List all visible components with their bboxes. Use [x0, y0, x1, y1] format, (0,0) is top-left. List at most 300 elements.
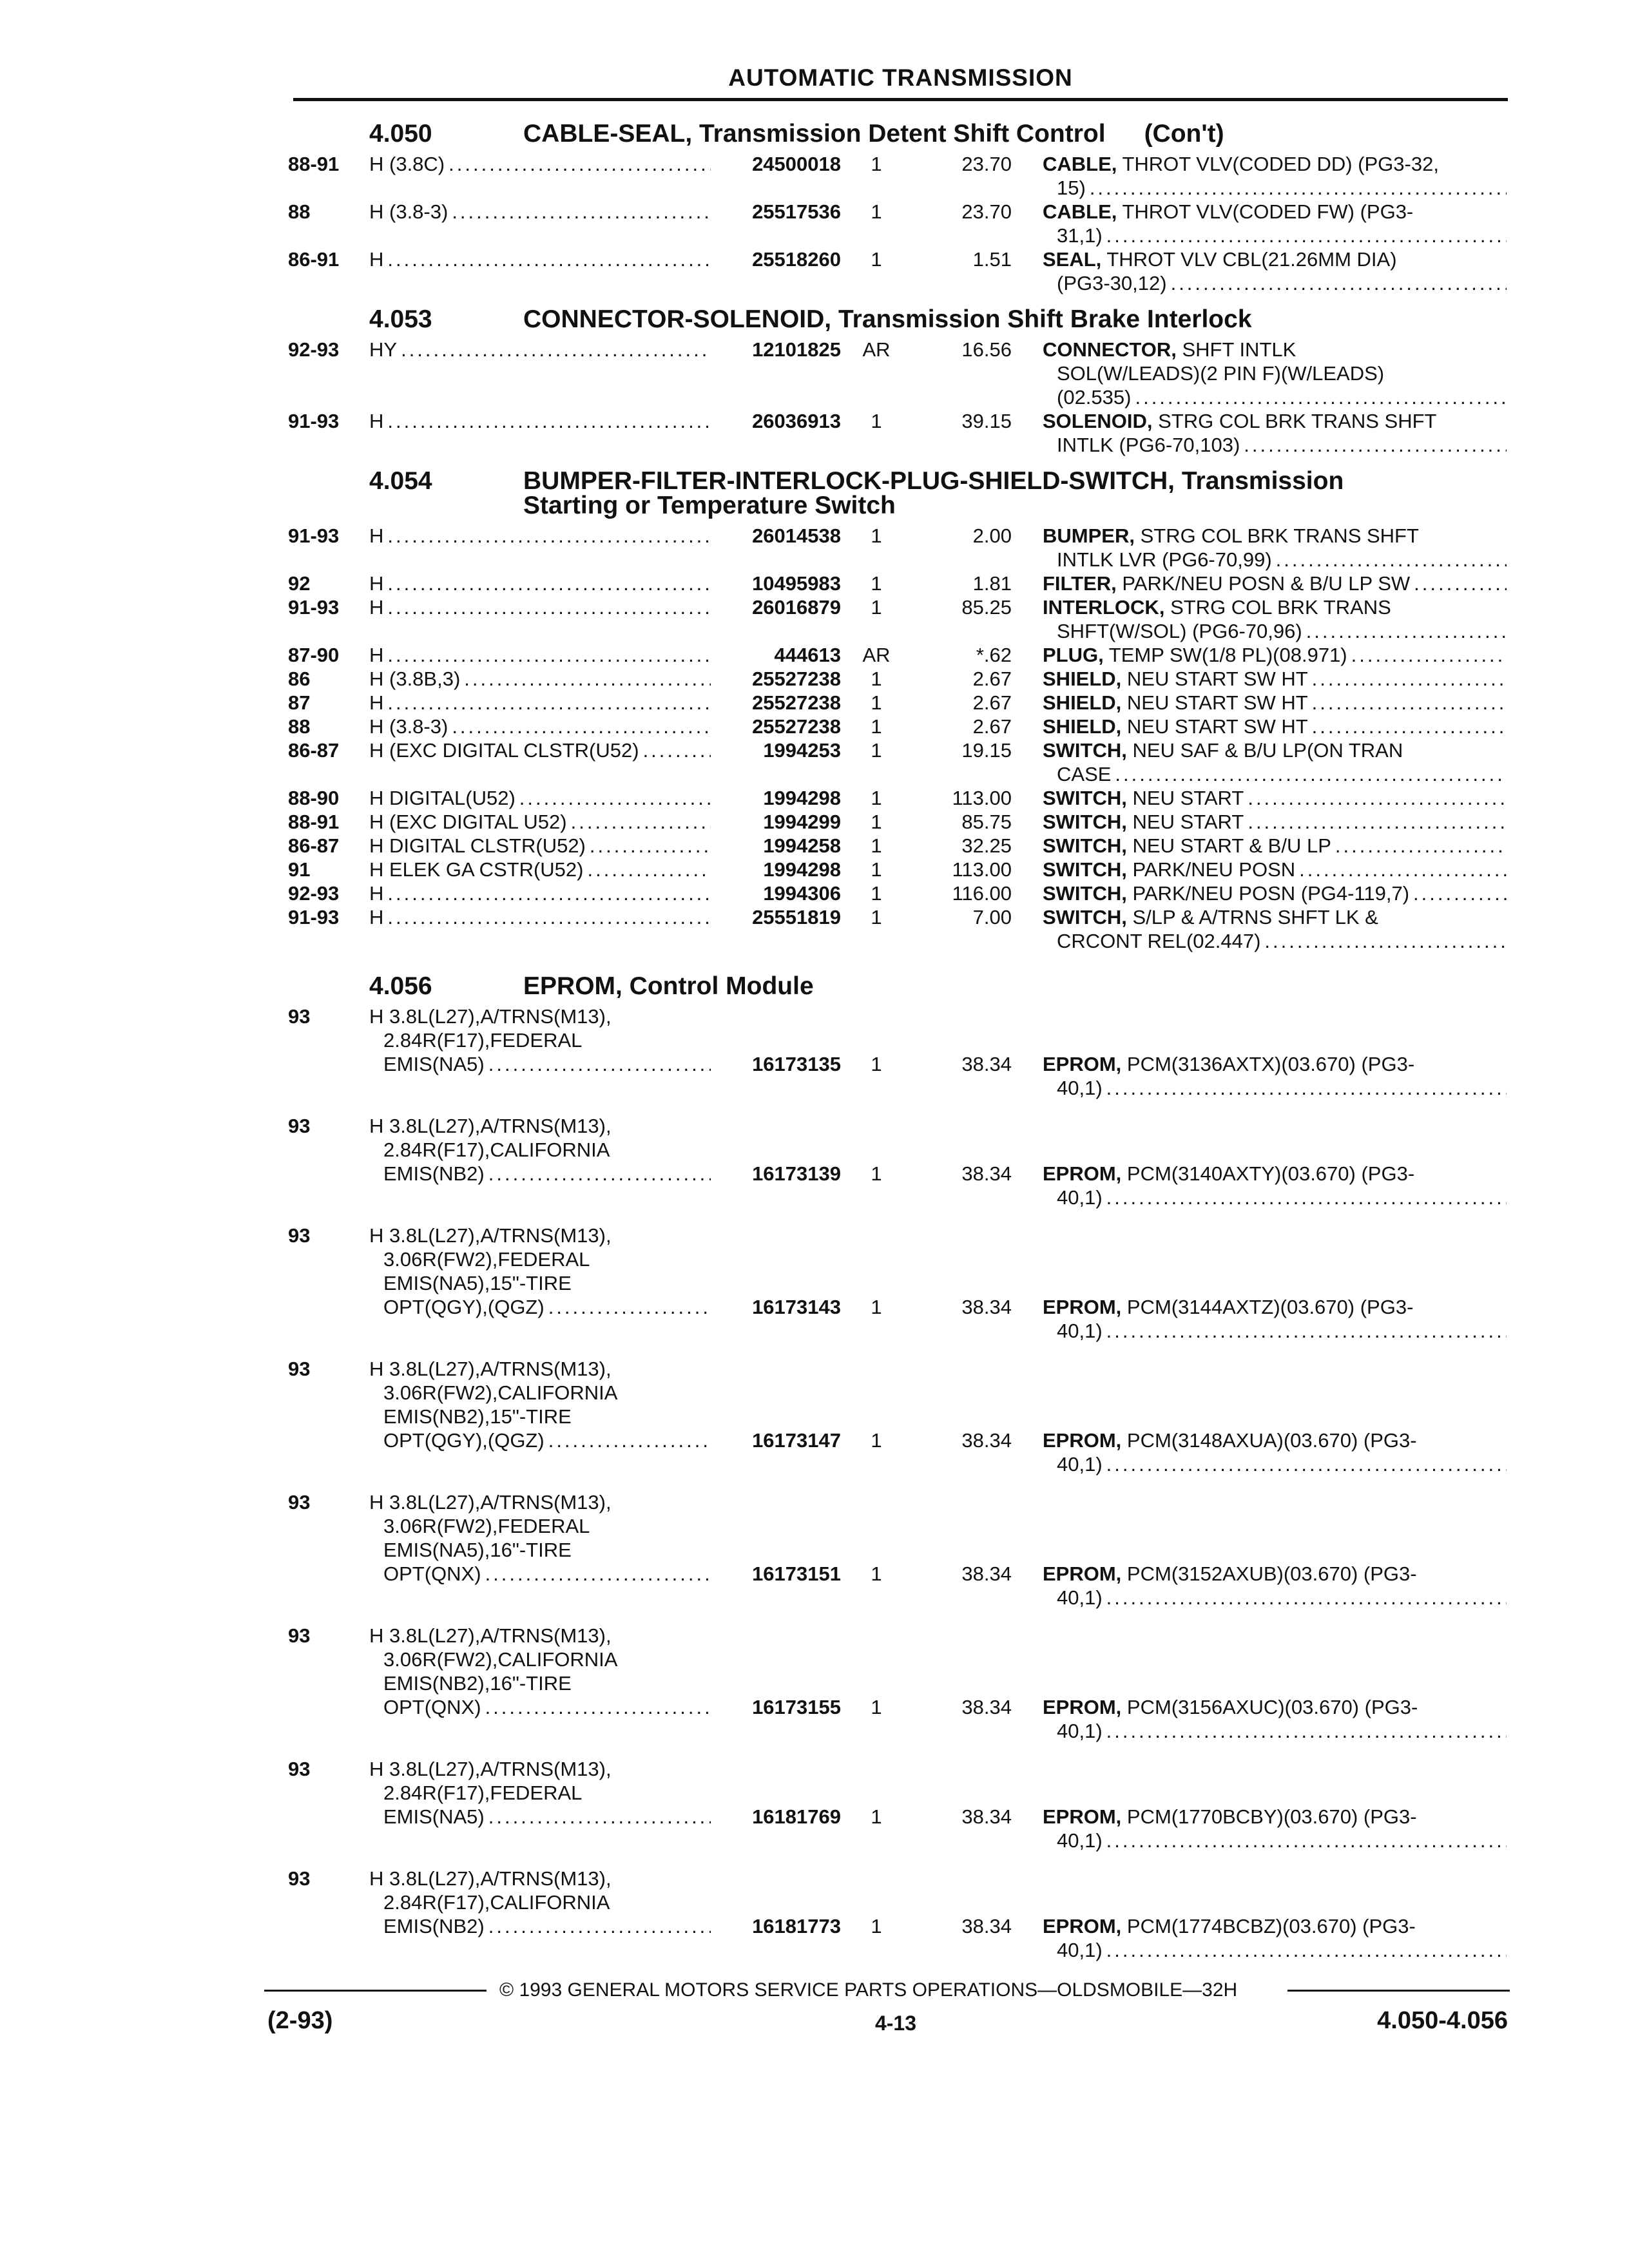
application-line: [369, 572, 711, 595]
part-number: 16173135: [752, 1053, 841, 1075]
parts-row: [0, 881, 1629, 905]
application-text: H (3.8-3): [369, 200, 448, 223]
dot-leader: [448, 152, 711, 176]
description-first-line: [1043, 338, 1300, 361]
parts-row: [0, 152, 1629, 200]
dot-leader: [387, 247, 711, 271]
price: 116.00: [952, 882, 1012, 905]
part-number: 16181773: [752, 1915, 841, 1937]
section-title: [523, 305, 1252, 334]
dot-leader: [387, 524, 711, 548]
parts-row: [0, 247, 1629, 295]
application: [369, 858, 711, 881]
item-name: CABLE,: [1043, 200, 1117, 223]
application: [369, 738, 711, 762]
application-text: EMIS(NB2),16"-TIRE: [383, 1672, 572, 1695]
description-first-line: [1043, 152, 1443, 176]
description-line: [1043, 433, 1507, 457]
item-name: SWITCH,: [1043, 739, 1127, 762]
application-line: [369, 1381, 711, 1405]
item-detail: 31,1): [1057, 224, 1103, 247]
item-detail: PCM(3152AXUB)(03.670) (PG3-: [1126, 1562, 1417, 1585]
description-line: [1043, 572, 1507, 595]
item-detail: SOL(W/LEADS)(2 PIN F)(W/LEADS): [1057, 362, 1385, 385]
application-line: [369, 786, 711, 810]
description: [1043, 786, 1507, 810]
application: [369, 338, 711, 361]
quantity: 1: [871, 787, 882, 809]
footer-date-code: (2-93): [267, 2007, 333, 2034]
part-number: 1994298: [763, 858, 841, 881]
part-number: 25517536: [752, 200, 841, 223]
price: 38.34: [961, 1562, 1012, 1585]
description: [1043, 691, 1507, 715]
description-line: [1043, 1162, 1507, 1186]
application-line: [369, 643, 711, 667]
footer-copyright: © 1993 GENERAL MOTORS SERVICE PARTS OPERATIONS—OLDSMOBILE—32H: [499, 1979, 1238, 2001]
part-number: 16173139: [752, 1162, 841, 1185]
application-text: EMIS(NA5): [383, 1805, 485, 1828]
section-heading: [0, 305, 1629, 338]
quantity: 1: [871, 410, 882, 432]
model-years: 86-87: [288, 739, 340, 762]
application-line: [369, 1247, 711, 1271]
item-detail: STRG COL BRK TRANS SHFT: [1158, 410, 1437, 432]
item-name: EPROM,: [1043, 1296, 1122, 1318]
item-detail: 40,1): [1057, 1829, 1103, 1852]
model-years: 88: [288, 200, 311, 223]
application-line: [369, 1295, 711, 1319]
item-detail: SHFT INTLK: [1182, 338, 1296, 361]
application: [369, 1757, 711, 1829]
dot-leader: [1312, 691, 1507, 715]
application-text: 3.06R(FW2),CALIFORNIA: [383, 1648, 618, 1671]
header-rule: [293, 98, 1508, 101]
item-detail: 40,1): [1057, 1586, 1103, 1609]
price: 38.34: [961, 1296, 1012, 1318]
model-years: 88-91: [288, 153, 340, 175]
application-line: [369, 1538, 711, 1562]
description-first-line: [1043, 1052, 1418, 1076]
parts-row: [0, 1114, 1629, 1209]
application-line: [369, 1028, 711, 1052]
dot-leader: [1106, 1586, 1507, 1610]
item-name: CONNECTOR,: [1043, 338, 1177, 361]
application-line: [369, 409, 711, 433]
application-line: [369, 1562, 711, 1586]
application-text: EMIS(NB2),15"-TIRE: [383, 1405, 572, 1428]
price: 2.67: [972, 668, 1012, 690]
description-line: [1043, 1805, 1507, 1829]
dot-leader: [1106, 1076, 1507, 1100]
parts-row: [0, 200, 1629, 247]
application-line: [369, 1914, 711, 1938]
item-detail: CRCONT REL(02.447): [1057, 930, 1261, 952]
description-line: [1043, 929, 1507, 953]
item-name: SWITCH,: [1043, 787, 1127, 809]
item-name: SWITCH,: [1043, 811, 1127, 833]
footer-rule-left: [264, 1990, 487, 1992]
application-line: [369, 715, 711, 738]
dot-leader: [643, 738, 711, 762]
dot-leader: [1106, 1452, 1507, 1476]
application-text: H 3.8L(L27),A/TRNS(M13),: [369, 1624, 612, 1647]
application-text: 2.84R(F17),CALIFORNIA: [383, 1891, 610, 1914]
dot-leader: [387, 881, 711, 905]
parts-row: [0, 572, 1629, 595]
application: [369, 572, 711, 595]
description-first-line: [1043, 810, 1248, 834]
item-detail: 15): [1057, 177, 1086, 199]
item-name: INTERLOCK,: [1043, 596, 1165, 619]
section-heading: [0, 972, 1629, 1004]
application: [369, 1114, 711, 1186]
description: [1043, 834, 1507, 858]
part-number: 12101825: [752, 338, 841, 361]
description: [1043, 1162, 1507, 1209]
quantity: 1: [871, 524, 882, 547]
dot-leader: [548, 1428, 711, 1452]
description-line: [1043, 1938, 1507, 1962]
price: 39.15: [961, 410, 1012, 432]
dot-leader: [387, 643, 711, 667]
description-line: [1043, 152, 1507, 176]
dot-leader: [485, 1695, 711, 1719]
price: 38.34: [961, 1696, 1012, 1718]
application-line: [369, 1514, 711, 1538]
description-line: [1043, 409, 1507, 433]
application-text: H 3.8L(L27),A/TRNS(M13),: [369, 1358, 612, 1380]
application-text: 2.84R(F17),FEDERAL: [383, 1029, 583, 1052]
price: 23.70: [961, 200, 1012, 223]
dot-leader: [488, 1052, 711, 1076]
quantity: 1: [871, 739, 882, 762]
part-number: 25527238: [752, 691, 841, 714]
application-text: EMIS(NA5): [383, 1053, 485, 1075]
part-number: 26036913: [752, 410, 841, 432]
description-first-line: [1043, 834, 1335, 858]
application-line: [369, 834, 711, 858]
application: [369, 667, 711, 691]
price: 38.34: [961, 1053, 1012, 1075]
parts-row: [0, 834, 1629, 858]
section-heading: [0, 120, 1629, 152]
description-line: [1043, 524, 1507, 548]
description-line: [1043, 762, 1507, 786]
description-first-line: [1043, 643, 1351, 667]
quantity: 1: [871, 668, 882, 690]
item-detail: STRG COL BRK TRANS: [1170, 596, 1391, 619]
application: [369, 152, 711, 176]
footer-section-range: 4.050-4.056: [1377, 2007, 1508, 2034]
price: 113.00: [952, 787, 1012, 809]
item-detail: 40,1): [1057, 1453, 1103, 1475]
part-number: 25551819: [752, 906, 841, 928]
description-line: [1043, 1829, 1507, 1852]
section-title: [523, 120, 1224, 148]
description-line: [1043, 905, 1507, 929]
application-line: [369, 1138, 711, 1162]
dot-leader: [1244, 433, 1507, 457]
dot-leader: [571, 810, 711, 834]
description-line: [1043, 1562, 1507, 1586]
description-first-line: [1043, 247, 1401, 271]
item-detail: TEMP SW(1/8 PL)(08.971): [1108, 644, 1347, 666]
parts-row: [0, 1867, 1629, 1962]
description-first-line: [1043, 1162, 1418, 1186]
dot-leader: [452, 715, 711, 738]
price: *.62: [976, 644, 1012, 666]
description-line: [1043, 619, 1507, 643]
description: [1043, 409, 1507, 457]
description-first-line: [1043, 595, 1395, 619]
description-first-line: [1043, 200, 1417, 224]
description-first-line: [1043, 786, 1248, 810]
description-line: [1043, 595, 1507, 619]
section-title-text: EPROM, Control Module: [523, 972, 814, 1000]
part-number: 1994253: [763, 739, 841, 762]
dot-leader: [1106, 1719, 1507, 1743]
item-name: SHIELD,: [1043, 691, 1122, 714]
quantity: 1: [871, 1053, 882, 1075]
parts-row: [0, 1004, 1629, 1100]
application: [369, 643, 711, 667]
quantity: 1: [871, 715, 882, 738]
parts-row: [0, 1224, 1629, 1343]
dot-leader: [590, 834, 711, 858]
part-number: 444613: [774, 644, 841, 666]
item-name: SHIELD,: [1043, 715, 1122, 738]
application-text: H 3.8L(L27),A/TRNS(M13),: [369, 1758, 612, 1780]
part-number: 1994306: [763, 882, 841, 905]
item-name: EPROM,: [1043, 1429, 1122, 1452]
description: [1043, 905, 1507, 953]
description-line: [1043, 643, 1507, 667]
price: 1.81: [972, 572, 1012, 595]
parts-row: [0, 810, 1629, 834]
application-text: H: [369, 524, 384, 547]
parts-row: [0, 1757, 1629, 1852]
description-first-line: [1043, 1562, 1421, 1586]
description-line: [1043, 1319, 1507, 1343]
item-name: EPROM,: [1043, 1915, 1122, 1937]
description: [1043, 881, 1507, 905]
description-line: [1043, 200, 1507, 224]
application-text: H 3.8L(L27),A/TRNS(M13),: [369, 1224, 612, 1247]
description-line: [1043, 881, 1507, 905]
part-number: 25527238: [752, 668, 841, 690]
application: [369, 1004, 711, 1076]
item-detail: PCM(3136AXTX)(03.670) (PG3-: [1126, 1053, 1415, 1075]
dot-leader: [488, 1914, 711, 1938]
item-detail: (PG3-30,12): [1057, 272, 1167, 294]
application-line: [369, 905, 711, 929]
parts-row: [0, 691, 1629, 715]
description-line: [1043, 858, 1507, 881]
price: 38.34: [961, 1162, 1012, 1185]
description: [1043, 1295, 1507, 1343]
application-text: H (EXC DIGITAL U52): [369, 811, 567, 833]
application-text: HY: [369, 338, 398, 361]
quantity: 1: [871, 1429, 882, 1452]
dot-leader: [1090, 176, 1507, 200]
dot-leader: [1171, 271, 1507, 295]
quantity: 1: [871, 572, 882, 595]
application-line: [369, 1781, 711, 1805]
dot-leader: [488, 1162, 711, 1186]
item-detail: NEU SAF & B/U LP(ON TRAN: [1132, 739, 1403, 762]
description: [1043, 572, 1507, 595]
item-detail: THROT VLV CBL(21.26MM DIA): [1106, 248, 1397, 271]
description-line: [1043, 1428, 1507, 1452]
price: 38.34: [961, 1429, 1012, 1452]
application-line: [369, 1357, 711, 1381]
dot-leader: [1335, 834, 1507, 858]
application-line: [369, 858, 711, 881]
application-text: H 3.8L(L27),A/TRNS(M13),: [369, 1115, 612, 1137]
description-line: [1043, 691, 1507, 715]
dot-leader: [1276, 548, 1507, 572]
quantity: 1: [871, 906, 882, 928]
dot-leader: [387, 595, 711, 619]
description: [1043, 1052, 1507, 1100]
part-number: 26014538: [752, 524, 841, 547]
price: 2.00: [972, 524, 1012, 547]
price: 23.70: [961, 153, 1012, 175]
description-first-line: [1043, 881, 1413, 905]
quantity: 1: [871, 834, 882, 857]
model-years: 91: [288, 858, 311, 881]
description-line: [1043, 1295, 1507, 1319]
dot-leader: [387, 409, 711, 433]
description-line: [1043, 1695, 1507, 1719]
quantity: 1: [871, 1162, 882, 1185]
description-first-line: [1043, 858, 1299, 881]
model-years: 87-90: [288, 644, 340, 666]
section-continued: (Con't): [1144, 120, 1224, 148]
part-number: 25518260: [752, 248, 841, 271]
section-title: [523, 972, 814, 1001]
model-years: 87: [288, 691, 311, 714]
application-line: [369, 595, 711, 619]
application: [369, 200, 711, 224]
description: [1043, 247, 1507, 295]
application: [369, 409, 711, 433]
application-text: OPT(QGY),(QGZ): [383, 1429, 545, 1452]
quantity: 1: [871, 691, 882, 714]
page-header-title: AUTOMATIC TRANSMISSION: [728, 64, 1073, 91]
item-detail: PCM(3144AXTZ)(03.670) (PG3-: [1126, 1296, 1414, 1318]
quantity: 1: [871, 882, 882, 905]
application-line: [369, 1428, 711, 1452]
description: [1043, 524, 1507, 572]
item-detail: S/LP & A/TRNS SHFT LK &: [1132, 906, 1378, 928]
quantity: AR: [862, 644, 891, 666]
model-years: 91-93: [288, 906, 340, 928]
description-line: [1043, 738, 1507, 762]
application-line: [369, 1867, 711, 1890]
application-line: [369, 1052, 711, 1076]
parts-row: [0, 524, 1629, 572]
item-detail: NEU START SW HT: [1126, 668, 1308, 690]
application-text: H: [369, 596, 384, 619]
application-line: [369, 524, 711, 548]
section-number: 4.056: [369, 972, 432, 1000]
description-first-line: [1043, 1695, 1422, 1719]
description: [1043, 738, 1507, 786]
dot-leader: [1413, 881, 1507, 905]
section-title-text: BUMPER-FILTER-INTERLOCK-PLUG-SHIELD-SWITCH, Transmission: [523, 467, 1344, 495]
application-text: H 3.8L(L27),A/TRNS(M13),: [369, 1005, 612, 1028]
item-name: EPROM,: [1043, 1696, 1122, 1718]
application: [369, 524, 711, 548]
quantity: 1: [871, 248, 882, 271]
model-years: 91-93: [288, 410, 340, 432]
application-text: H: [369, 906, 384, 928]
description-line: [1043, 224, 1507, 247]
part-number: 10495983: [752, 572, 841, 595]
description-line: [1043, 338, 1507, 361]
item-detail: 40,1): [1057, 1320, 1103, 1342]
application-text: 2.84R(F17),CALIFORNIA: [383, 1139, 610, 1161]
description-first-line: [1043, 691, 1312, 715]
application-text: H: [369, 691, 384, 714]
parts-row: [0, 409, 1629, 457]
section-heading: [0, 467, 1629, 524]
model-years: 93: [288, 1758, 311, 1780]
application: [369, 1490, 711, 1586]
part-number: 16173143: [752, 1296, 841, 1318]
item-detail: PARK/NEU POSN & B/U LP SW: [1122, 572, 1411, 595]
dot-leader: [587, 858, 711, 881]
parts-row: [0, 338, 1629, 409]
description-first-line: [1043, 409, 1440, 433]
model-years: 86: [288, 668, 311, 690]
application-line: [369, 667, 711, 691]
item-name: SWITCH,: [1043, 834, 1127, 857]
quantity: 1: [871, 153, 882, 175]
description-first-line: [1043, 572, 1414, 595]
part-number: 16181769: [752, 1805, 841, 1828]
model-years: 93: [288, 1005, 311, 1028]
description-first-line: [1043, 667, 1312, 691]
item-detail: (02.535): [1057, 386, 1132, 408]
dot-leader: [1106, 1829, 1507, 1852]
dot-leader: [1248, 810, 1507, 834]
description: [1043, 200, 1507, 247]
description: [1043, 667, 1507, 691]
application-text: H (3.8B,3): [369, 668, 461, 690]
item-name: EPROM,: [1043, 1053, 1122, 1075]
dot-leader: [1351, 643, 1507, 667]
application: [369, 881, 711, 905]
price: 32.25: [961, 834, 1012, 857]
price: 113.00: [952, 858, 1012, 881]
description-line: [1043, 361, 1507, 385]
application: [369, 834, 711, 858]
description: [1043, 338, 1507, 409]
parts-row: [0, 715, 1629, 738]
quantity: 1: [871, 811, 882, 833]
application-line: [369, 1114, 711, 1138]
application: [369, 1357, 711, 1452]
description-first-line: [1043, 738, 1407, 762]
application: [369, 1867, 711, 1938]
application-line: [369, 881, 711, 905]
quantity: 1: [871, 1805, 882, 1828]
description-line: [1043, 1586, 1507, 1610]
section-title-line2: Starting or Temperature Switch: [523, 492, 896, 519]
